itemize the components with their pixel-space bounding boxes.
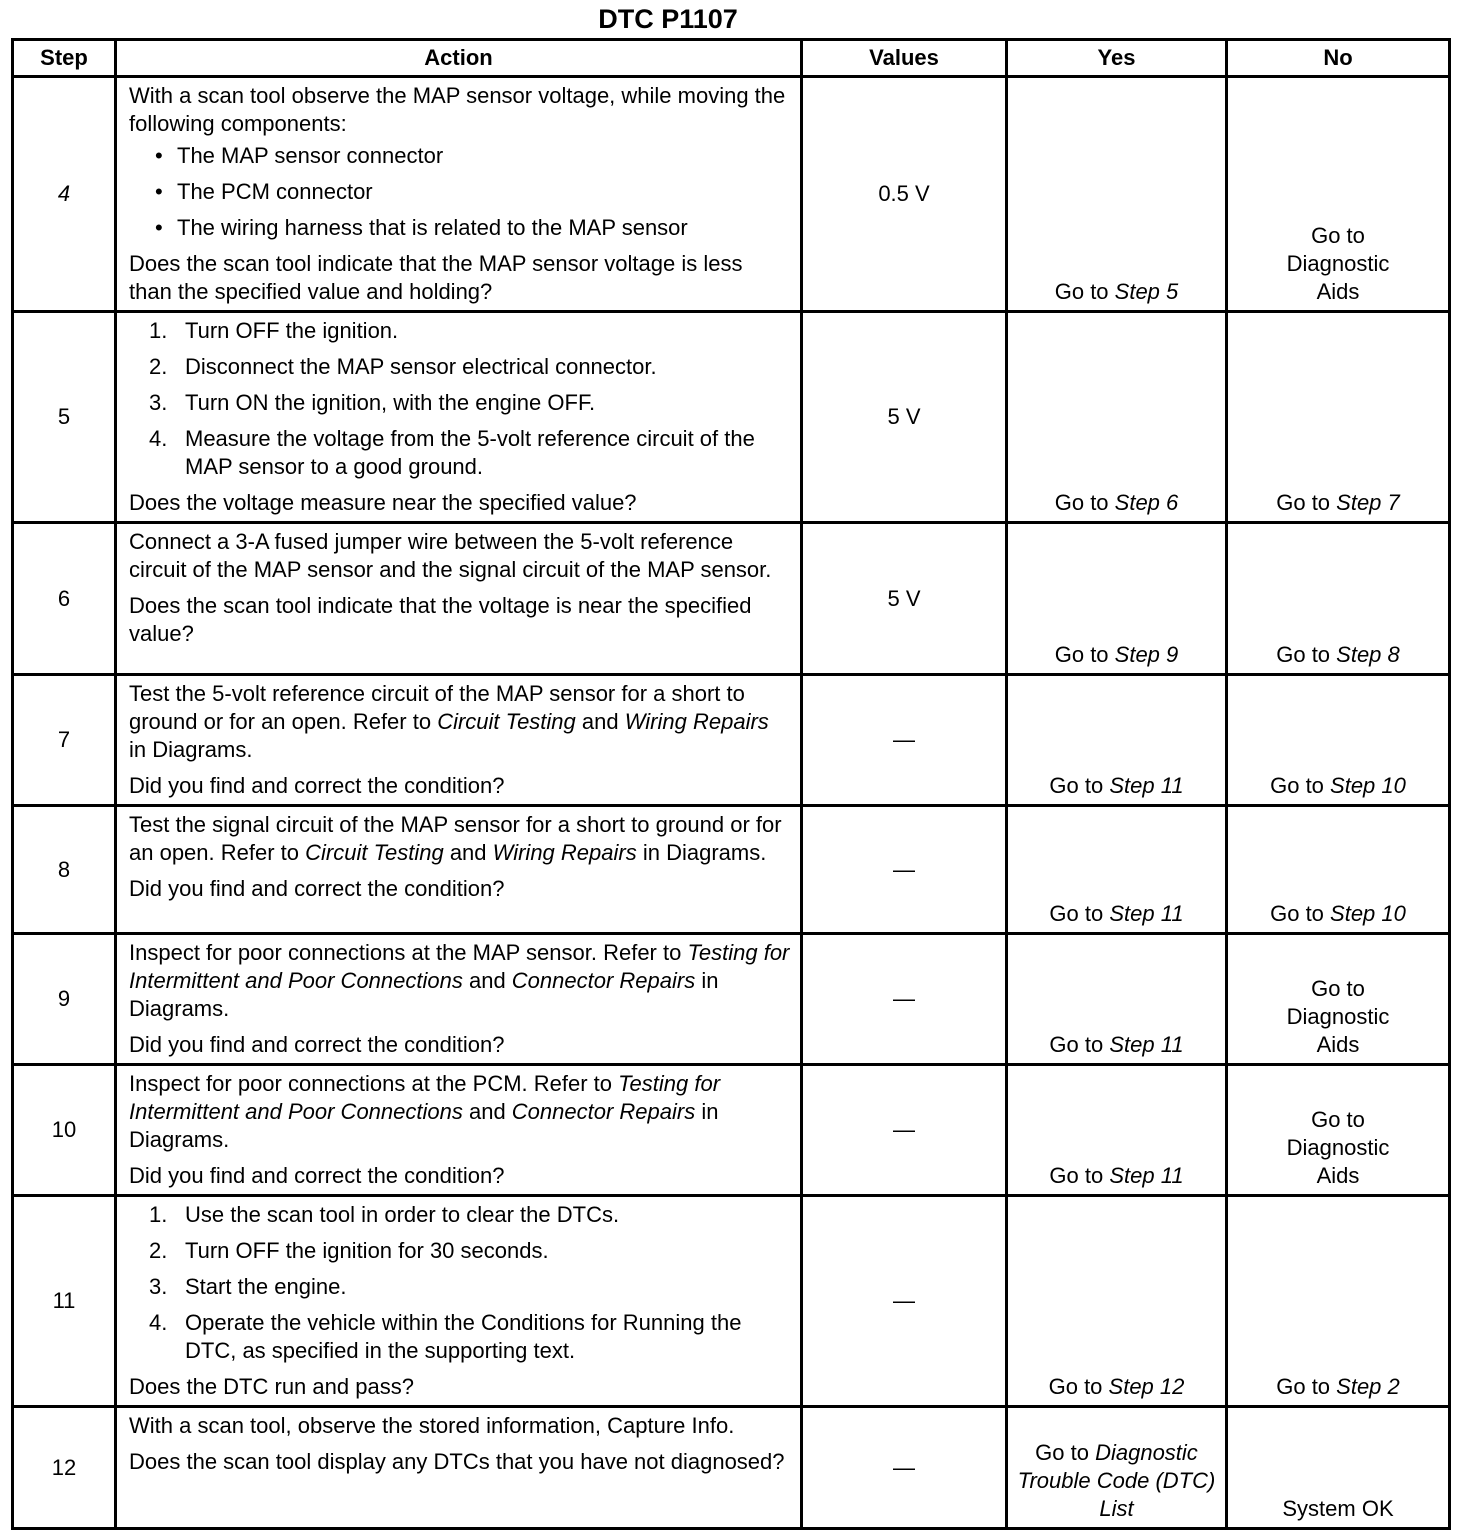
no-cell: Go to Diagnostic Aids (1227, 77, 1450, 312)
procedure-list (129, 1201, 790, 1365)
value-cell: — (802, 675, 1007, 806)
list-item: 3. Turn ON the ignition, with the engine OFF. (149, 390, 596, 415)
action-cell (116, 312, 802, 523)
action-question: Did you find and correct the condition? (129, 1163, 505, 1188)
list-item: 4. Measure the voltage from the 5-volt reference circuit of the MAP sensor to a good ground. (149, 426, 755, 479)
table-row (13, 1065, 1450, 1196)
no-cell: Go to Step 8 (1227, 523, 1450, 675)
no-cell: System OK (1227, 1407, 1450, 1529)
yes-cell: Go to Step 11 (1007, 934, 1227, 1065)
header-row (13, 40, 1450, 77)
procedure-list (129, 317, 790, 481)
step-number: 12 (13, 1407, 116, 1529)
value-cell: — (802, 806, 1007, 934)
yes-cell: Go to Step 11 (1007, 1065, 1227, 1196)
action-cell (116, 523, 802, 675)
header-values: Values (802, 40, 1007, 77)
table-row (13, 77, 1450, 312)
list-item: • The wiring harness that is related to the MAP sensor (129, 214, 790, 242)
value-cell: — (802, 1196, 1007, 1407)
yes-cell: Go to Step 6 (1007, 312, 1227, 523)
table-row (13, 1196, 1450, 1407)
action-question: Does the scan tool display any DTCs that you have not diagnosed? (129, 1449, 785, 1474)
header-action: Action (116, 40, 802, 77)
yes-cell: Go to Step 11 (1007, 806, 1227, 934)
value-cell: — (802, 1065, 1007, 1196)
action-cell (116, 934, 802, 1065)
header-step: Step (13, 40, 116, 77)
action-cell (116, 806, 802, 934)
step-number: 8 (13, 806, 116, 934)
action-question: Does the voltage measure near the specified value? (129, 490, 637, 515)
value-cell: — (802, 934, 1007, 1065)
list-item: 4. Operate the vehicle within the Conditions for Running the DTC, as specified in the supporting text. (149, 1310, 742, 1363)
value-cell: 5 V (802, 312, 1007, 523)
no-cell: Go to Step 7 (1227, 312, 1450, 523)
action-question: Did you find and correct the condition? (129, 773, 505, 798)
list-item: • The PCM connector (129, 178, 790, 206)
action-cell (116, 675, 802, 806)
action-intro: Inspect for poor connections at the MAP sensor. Refer to Testing for Intermittent and Poor Connections and Connector Repairs in Diagrams. (129, 940, 790, 1021)
action-cell (116, 1407, 802, 1529)
action-cell (116, 1065, 802, 1196)
step-number: 4 (13, 77, 116, 312)
action-intro: Test the signal circuit of the MAP sensor for a short to ground or for an open. Refer to Circuit Testing and Wiring Repairs in Diagrams. (129, 812, 782, 865)
table-row (13, 934, 1450, 1065)
diagnostic-table (11, 38, 1451, 1530)
action-intro: Connect a 3-A fused jumper wire between the 5-volt reference circuit of the MAP sensor and the signal circuit of the MAP sensor. (129, 529, 772, 582)
component-list (129, 142, 790, 242)
step-number: 6 (13, 523, 116, 675)
action-intro: With a scan tool observe the MAP sensor voltage, while moving the following components: (129, 83, 786, 136)
action-cell (116, 1196, 802, 1407)
yes-cell: Go to Step 12 (1007, 1196, 1227, 1407)
list-item: • The MAP sensor connector (129, 142, 790, 170)
step-number: 11 (13, 1196, 116, 1407)
no-cell: Go to Step 10 (1227, 675, 1450, 806)
value-cell: 5 V (802, 523, 1007, 675)
value-cell: — (802, 1407, 1007, 1529)
header-yes: Yes (1007, 40, 1227, 77)
action-cell (116, 77, 802, 312)
step-number: 5 (13, 312, 116, 523)
list-item: 1. Turn OFF the ignition. (149, 318, 399, 343)
list-item: 2. Turn OFF the ignition for 30 seconds. (149, 1238, 549, 1263)
action-question: Does the scan tool indicate that the voltage is near the specified value? (129, 593, 752, 646)
no-cell: Go to Step 10 (1227, 806, 1450, 934)
value-cell: 0.5 V (802, 77, 1007, 312)
step-number: 7 (13, 675, 116, 806)
step-number: 10 (13, 1065, 116, 1196)
action-intro: Test the 5-volt reference circuit of the MAP sensor for a short to ground or for an open. Refer to Circuit Testing and Wiring Repairs in Diagrams. (129, 681, 769, 762)
no-cell: Go to Diagnostic Aids (1227, 1065, 1450, 1196)
table-row (13, 675, 1450, 806)
yes-cell: Go to Step 11 (1007, 675, 1227, 806)
action-question: Did you find and correct the condition? (129, 1032, 505, 1057)
action-intro: Inspect for poor connections at the PCM. Refer to Testing for Intermittent and Poor Connections and Connector Repairs in Diagrams. (129, 1071, 721, 1152)
table-row (13, 1407, 1450, 1529)
step-number: 9 (13, 934, 116, 1065)
yes-cell: Go to Step 5 (1007, 77, 1227, 312)
no-cell: Go to Step 2 (1227, 1196, 1450, 1407)
page-title: DTC P1107 (598, 4, 738, 34)
list-item: 2. Disconnect the MAP sensor electrical connector. (149, 354, 657, 379)
action-question: Does the DTC run and pass? (129, 1374, 414, 1399)
table-row (13, 312, 1450, 523)
action-question: Does the scan tool indicate that the MAP sensor voltage is less than the specified value and holding? (129, 251, 743, 304)
table-row (13, 806, 1450, 934)
action-question: Did you find and correct the condition? (129, 876, 505, 901)
yes-cell: Go to Diagnostic Trouble Code (DTC) List (1007, 1407, 1227, 1529)
yes-cell: Go to Step 9 (1007, 523, 1227, 675)
list-item: 1. Use the scan tool in order to clear the DTCs. (149, 1202, 620, 1227)
header-no: No (1227, 40, 1450, 77)
table-row (13, 523, 1450, 675)
no-cell: Go to Diagnostic Aids (1227, 934, 1450, 1065)
action-intro: With a scan tool, observe the stored information, Capture Info. (129, 1413, 735, 1438)
list-item: 3. Start the engine. (149, 1274, 347, 1299)
